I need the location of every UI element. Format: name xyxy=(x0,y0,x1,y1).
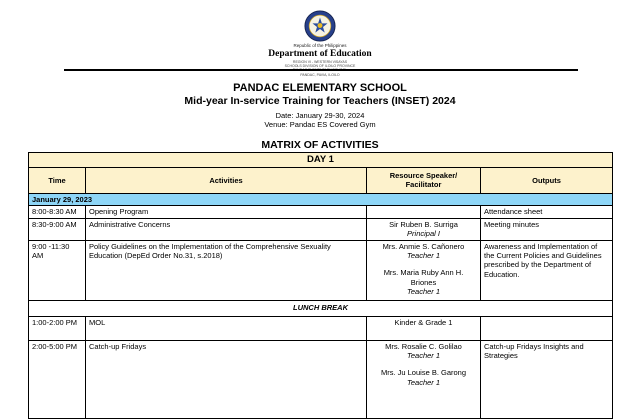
outputs-cell: Meeting minutes xyxy=(481,218,613,240)
column-header-activities: Activities xyxy=(86,167,367,193)
date-banner: January 29, 2023 xyxy=(29,193,613,205)
school-title: PANDAC ELEMENTARY SCHOOL xyxy=(233,82,407,94)
speaker-cell xyxy=(367,218,481,240)
spacer xyxy=(370,260,477,268)
outputs-cell: Awareness and Implementation of the Current Policies and Guidelines prescribed by the Department of Education. xyxy=(481,240,613,300)
speaker-note: Kinder & Grade 1 xyxy=(394,317,453,327)
date-banner-row xyxy=(29,193,613,205)
speaker-cell xyxy=(367,340,481,418)
matrix-title: MATRIX OF ACTIVITIES xyxy=(261,138,379,151)
speaker-name: Sir Ruben B. Surriga xyxy=(389,219,458,229)
table-row xyxy=(29,218,613,240)
speaker-name: Mrs. Rosalie C. Golilao xyxy=(385,341,462,351)
time-cell: 8:30-9:00 AM xyxy=(29,218,86,240)
table-row xyxy=(29,316,613,340)
address-line: PANDAC, PAVIA, ILOILO xyxy=(300,72,340,77)
letterhead-divider xyxy=(64,69,578,71)
column-header-speaker xyxy=(367,167,481,193)
activity-cell: Administrative Concerns xyxy=(86,218,367,240)
table-row xyxy=(29,206,613,218)
column-header-speaker-line2: Facilitator xyxy=(405,180,442,190)
event-date: Date: January 29-30, 2024 xyxy=(275,110,365,120)
speaker-role: Teacher 1 xyxy=(406,351,441,360)
address-line: SCHOOLS DIVISION OF ILOILO PROVINCE xyxy=(284,63,356,68)
document-titles xyxy=(0,82,640,151)
column-header-speaker-line1: Resource Speaker/ xyxy=(389,171,458,180)
speaker-role: Teacher 1 xyxy=(406,251,441,260)
matrix-table xyxy=(28,152,613,419)
column-header-outputs: Outputs xyxy=(481,167,613,193)
outputs-cell: Catch-up Fridays Insights and Strategies xyxy=(481,340,613,418)
department-name: Department of Education xyxy=(268,48,372,59)
outputs-cell xyxy=(481,316,613,340)
lunch-break-label: LUNCH BREAK xyxy=(29,300,613,316)
speaker-name: Mrs. Maria Ruby Ann H. Briones xyxy=(383,268,464,287)
address-line: PANDAC ELEMENTARY SCHOOL xyxy=(292,68,348,73)
outputs-cell: Attendance sheet xyxy=(481,206,613,218)
table-header-row xyxy=(29,167,613,193)
activity-cell: Catch-up Fridays xyxy=(86,340,367,418)
speaker-name: Mrs. Ju Louise B. Garong xyxy=(380,368,467,378)
deped-seal-icon xyxy=(304,10,336,42)
speaker-name: Mrs. Anmie S. Cañonero xyxy=(382,241,465,251)
lunch-break-row xyxy=(29,300,613,316)
letterhead xyxy=(0,10,640,77)
speaker-role: Teacher 1 xyxy=(406,377,441,387)
activity-cell: Opening Program xyxy=(86,206,367,218)
time-cell: 9:00 -11:30 AM xyxy=(29,240,86,300)
speaker-role: Teacher 1 xyxy=(406,287,441,297)
day-header-row xyxy=(29,153,613,168)
activity-cell: MOL xyxy=(86,316,367,340)
speaker-cell xyxy=(367,316,481,340)
column-header-time: Time xyxy=(29,167,86,193)
speaker-cell xyxy=(367,206,481,218)
table-row xyxy=(29,240,613,300)
speaker-cell xyxy=(367,240,481,300)
time-cell: 1:00-2:00 PM xyxy=(29,316,86,340)
event-title: Mid-year In-service Training for Teachers (INSET) 2024 xyxy=(184,95,456,108)
address-line: REGION VI - WESTERN VISAYAS xyxy=(292,59,348,64)
time-cell: 2:00-5:00 PM xyxy=(29,340,86,418)
republic-line: Republic of the Philippines xyxy=(293,43,347,48)
activity-cell: Policy Guidelines on the Implementation of the Comprehensive Sexuality Education (DepEd Order No.31, s.2018) xyxy=(86,240,367,300)
spacer xyxy=(370,360,477,368)
event-venue: Venue: Pandac ES Covered Gym xyxy=(264,120,376,130)
time-cell: 8:00-8:30 AM xyxy=(29,206,86,218)
table-row xyxy=(29,340,613,418)
speaker-role: Principal I xyxy=(407,229,440,238)
day-header: DAY 1 xyxy=(29,153,613,168)
